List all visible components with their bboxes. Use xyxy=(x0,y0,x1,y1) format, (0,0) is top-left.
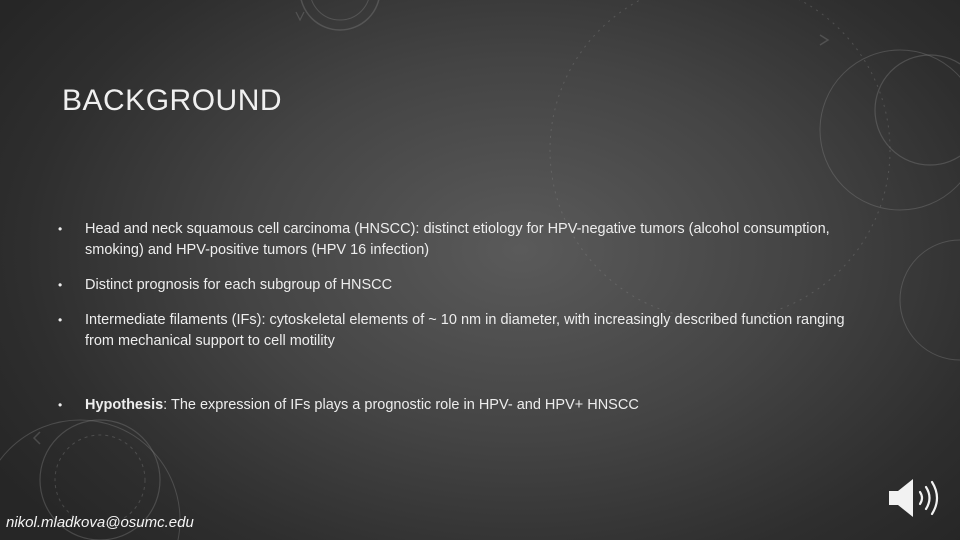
speaker-body xyxy=(889,491,898,505)
decor-ring xyxy=(310,0,370,20)
bullet-item xyxy=(58,219,848,261)
author-email: nikol.mladkova@osumc.edu xyxy=(6,514,194,531)
hypothesis-label: Hypothesis xyxy=(85,397,164,413)
bullet-marker: • xyxy=(58,313,63,327)
sound-wave-3 xyxy=(932,482,937,514)
decor-ring xyxy=(900,240,960,360)
decor-chevron xyxy=(296,12,304,20)
bullet-text: : The expression of IFs plays a prognostic role in HPV- and HPV+ HNSCC xyxy=(163,397,639,413)
bullet-marker: • xyxy=(58,398,63,412)
decor-ring xyxy=(875,55,960,165)
decor-chevron xyxy=(820,35,828,45)
speaker-icon[interactable] xyxy=(886,476,946,520)
decor-ring xyxy=(55,435,145,525)
bullet-marker: • xyxy=(58,278,63,292)
decor-ring xyxy=(300,0,380,30)
decor-chevron xyxy=(34,432,40,444)
speaker-cone xyxy=(898,479,913,517)
sound-wave-2 xyxy=(926,487,930,509)
decor-ring xyxy=(820,50,960,210)
bullet-item-hypothesis xyxy=(58,395,848,416)
bullet-list xyxy=(58,219,848,416)
bullet-marker: • xyxy=(58,222,63,236)
slide-title: BACKGROUND xyxy=(62,84,283,117)
bullet-text: Intermediate filaments (IFs): cytoskeletal elements of ~ 10 nm in diameter, with increasingly described function ranging from mechanical support to cell motility xyxy=(85,312,845,349)
bullet-item xyxy=(58,310,848,352)
sound-wave-1 xyxy=(920,492,922,504)
bullet-text: Distinct prognosis for each subgroup of HNSCC xyxy=(85,277,393,293)
bullet-item xyxy=(58,275,848,296)
bullet-text: Head and neck squamous cell carcinoma (HNSCC): distinct etiology for HPV-negative tumors (alcohol consumption, smoking) and HPV-positive tumors (HPV 16 infection) xyxy=(85,221,830,258)
